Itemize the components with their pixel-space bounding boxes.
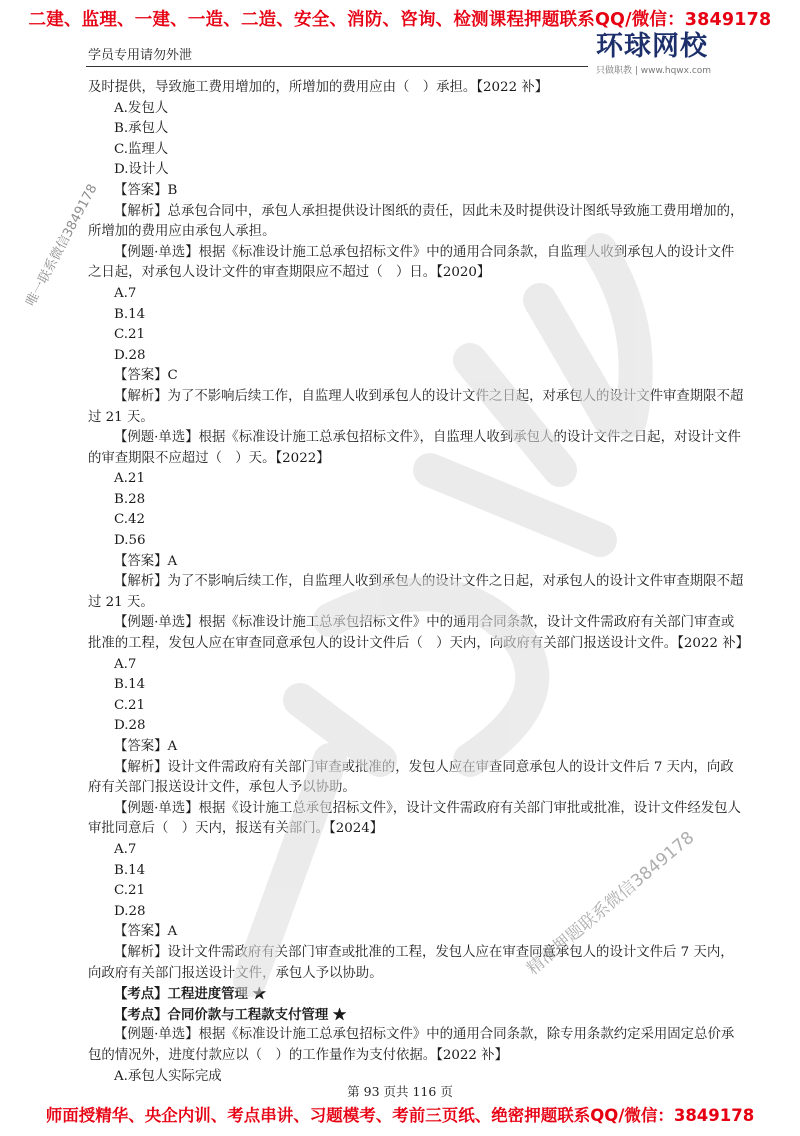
answer-option: B.14: [114, 862, 146, 878]
answer-option: D.28: [114, 718, 146, 734]
paragraph: 【例题·单选】根据《标准设计施工总承包招标文件》中的通用合同条款，除专用条款约定采用固定总价承包的情况外，进度付款应以（ ）的工作量作为支付依据。【2022 补】: [88, 1027, 735, 1063]
side-watermark-text: 唯一联系微信3849178: [23, 181, 101, 309]
paragraph: 【答案】B: [114, 182, 178, 198]
paragraph: 【考点】工程进度管理 ★: [114, 986, 266, 1003]
page-number: 第 93 页共 116 页: [347, 1084, 453, 1099]
answer-option: C.21: [114, 697, 146, 713]
paragraph: 【例题·单选】根据《标准设计施工总承包招标文件》中的通用合同条款，设计文件需政府有关部门审查或批准的工程，发包人应在审查同意承包人的设计文件后（ ）天内，向政府有关部门报送设计文件。【2022 补】: [88, 615, 749, 652]
answer-option: A.7: [114, 285, 137, 301]
paragraph: 【例题·单选】根据《标准设计施工总承包招标文件》中的通用合同条款，自监理人收到承包人的设计文件之日起，对承包人设计文件的审查期限应不超过（ ）日。【2020】: [88, 244, 735, 281]
answer-option: B.14: [114, 677, 146, 693]
paragraph: 【答案】C: [114, 368, 178, 384]
answer-option: A.7: [114, 656, 137, 672]
answer-option: D.28: [114, 903, 146, 919]
paragraph: 【解析】总承包合同中，承包人承担提供设计图纸的责任，因此未及时提供设计图纸导致施工费用增加的，所增加的费用应由承包人承担。: [88, 203, 744, 240]
paragraph: 【答案】A: [114, 739, 178, 754]
answer-option: B.28: [114, 491, 146, 507]
answer-option: C.21: [114, 327, 146, 343]
bottom-promo-banner: 师面授精华、央企内训、考点串讲、习题模考、考前三页纸、绝密押题联系QQ/微信：3849178: [45, 1106, 755, 1125]
header-divider: [86, 66, 588, 67]
logo-subtitle: 只做职教 | www.hqwx.com: [596, 66, 712, 76]
paragraph: 【解析】设计文件需政府有关部门审查或批准的工程，发包人应在审查同意承包人的设计文件后 7 天内，向政府有关部门报送设计文件，承包人予以协助。: [88, 944, 734, 981]
paragraph: 【解析】为了不影响后续工作，自监理人收到承包人的设计文件之日起，对承包人的设计文件审查期限不超过 21 天。: [88, 574, 744, 610]
answer-option: A.承包人实际完成: [114, 1068, 222, 1084]
answer-option: C.监理人: [114, 141, 169, 157]
paragraph: 【解析】设计文件需政府有关部门审查或批准的，发包人应在审查同意承包人的设计文件后 7 天内，向政府有关部门报送设计文件，承包人予以协助。: [88, 759, 734, 796]
paragraph: 及时提供，导致施工费用增加的，所增加的费用应由（ ）承担。【2022 补】: [88, 80, 549, 95]
logo-text: 环球网校: [596, 31, 708, 62]
answer-option: A.21: [114, 471, 145, 487]
paragraph: 【答案】A: [114, 553, 178, 569]
document-body: [88, 78, 749, 1087]
answer-option: D.设计人: [114, 162, 169, 178]
answer-option: A.7: [114, 841, 137, 857]
answer-option: C.21: [114, 883, 146, 899]
answer-option: B.14: [114, 306, 146, 322]
corner-watermark-text: 精准押题联系微信3849178: [523, 827, 699, 980]
answer-option: A.发包人: [114, 100, 169, 116]
header-note: 学员专用请勿外泄: [88, 48, 193, 63]
brand-logo: [596, 32, 736, 78]
answer-option: C.42: [114, 512, 146, 528]
paragraph: 【考点】合同价款与工程款支付管理 ★: [114, 1006, 347, 1023]
answer-option: D.28: [114, 347, 146, 363]
paragraph: 【解析】为了不影响后续工作，自监理人收到承包人的设计文件之日起，对承包人的设计文件审查期限不超过 21 天。: [88, 388, 744, 425]
top-promo-banner: 二建、监理、一建、一造、二造、安全、消防、咨询、检测课程押题联系QQ/微信：3849178: [28, 10, 772, 30]
answer-option: B.承包人: [114, 121, 169, 137]
paragraph: 【答案】A: [114, 924, 178, 940]
answer-option: D.56: [114, 533, 146, 549]
paragraph: 【例题·单选】根据《设计施工总承包招标文件》，设计文件需政府有关部门审批或批准，设计文件经发包人审批同意后（ ）天内，报送有关部门。【2024】: [88, 800, 741, 837]
paragraph: 【例题·单选】根据《标准设计施工总承包招标文件》，自监理人收到承包人的设计文件之日起，对设计文件的审查期限不应超过（ ）天。【2022】: [88, 430, 741, 466]
